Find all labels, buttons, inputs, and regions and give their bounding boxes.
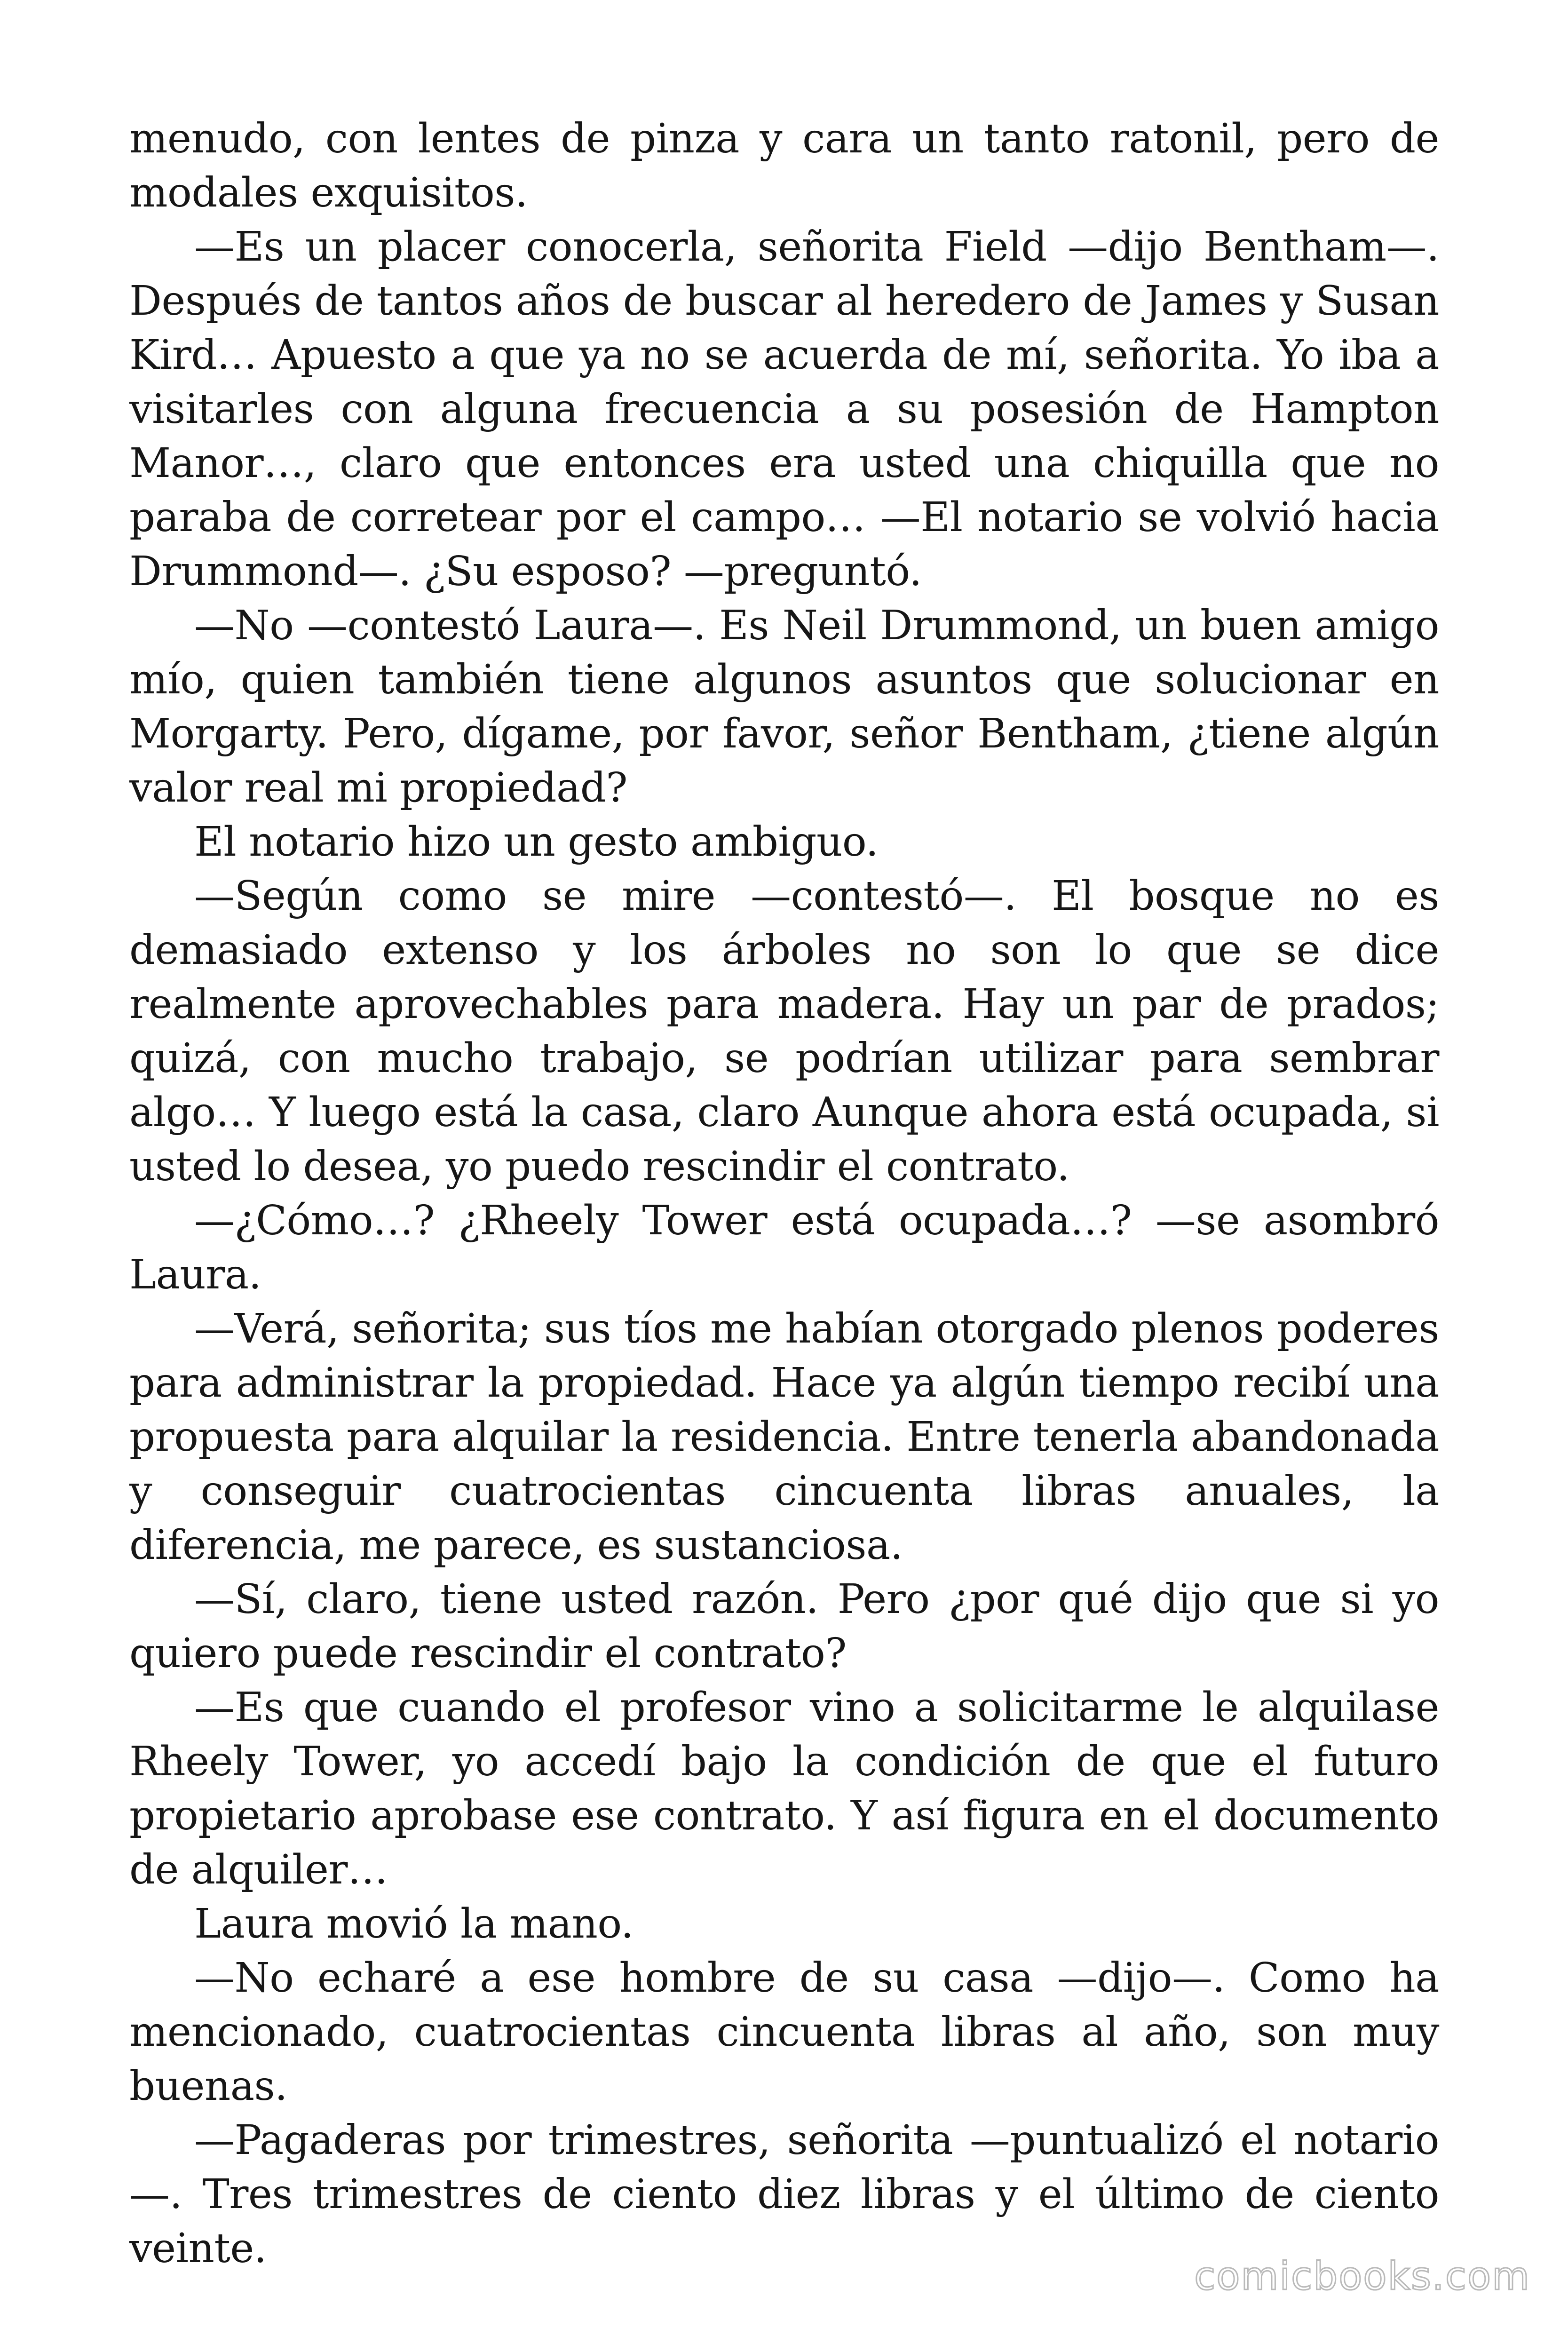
paragraph-2: —Es un placer conocerla, señorita Field —dijo Bentham—. Después de tantos años de buscar al heredero de James y Susan Kird… Apuesto a que ya no se acuerda de mí, señorita. Yo iba a visitarles con alguna frecuencia a su posesión de Hampton Manor…, claro que entonces era usted una chiquilla que no paraba de corretear por el campo… —El notario se volvió hacia Drummond—. ¿Su esposo? —preguntó. [129, 223, 1439, 595]
paragraph-7: —Verá, señorita; sus tíos me habían otorgado plenos poderes para administrar la propiedad. Hace ya algún tiempo recibí una propuesta para alquilar la residencia. Entre tenerla abandonada y conseguir cuatrocientas cincuenta libras anuales, la diferencia, me parece, es sustanciosa. [129, 1305, 1439, 1569]
paragraph-10: Laura movió la mano. [194, 1900, 634, 1947]
paragraph-8: —Sí, claro, tiene usted razón. Pero ¿por qué dijo que si yo quiero puede rescindir el contrato? [129, 1576, 1439, 1677]
paragraph-4: El notario hizo un gesto ambiguo. [194, 818, 879, 866]
paragraph-1: menudo, con lentes de pinza y cara un tanto ratonil, pero de modales exquisitos. [129, 115, 1439, 216]
paragraph-12: —Pagaderas por trimestres, señorita —puntualizó el notario—. Tres trimestres de ciento diez libras y el último de ciento veinte. [129, 2117, 1439, 2272]
paragraph-11: —No echaré a ese hombre de su casa —dijo—. Como ha mencionado, cuatrocientas cincuenta libras al año, son muy buenas. [129, 1955, 1439, 2110]
watermark: comicbooks.com [1194, 2254, 1530, 2299]
book-page-text [129, 112, 1439, 2276]
paragraph-5: —Según como se mire —contestó—. El bosque no es demasiado extenso y los árboles no son lo que se dice realmente aprovechables para madera. Hay un par de prados; quizá, con mucho trabajo, se podrían utilizar para sembrar algo… Y luego está la casa, claro Aunque ahora está ocupada, si usted lo desea, yo puedo rescindir el contrato. [129, 873, 1439, 1190]
paragraph-3: —No —contestó Laura—. Es Neil Drummond, un buen amigo mío, quien también tiene algunos asuntos que solucionar en Morgarty. Pero, dígame, por favor, señor Bentham, ¿tiene algún valor real mi propiedad? [129, 602, 1439, 811]
paragraph-9: —Es que cuando el profesor vino a solicitarme le alquilase Rheely Tower, yo accedí bajo la condición de que el futuro propietario aprobase ese contrato. Y así figura en el documento de alquiler… [129, 1684, 1439, 1893]
paragraph-6: —¿Cómo…? ¿Rheely Tower está ocupada…? —se asombró Laura. [129, 1197, 1439, 1298]
